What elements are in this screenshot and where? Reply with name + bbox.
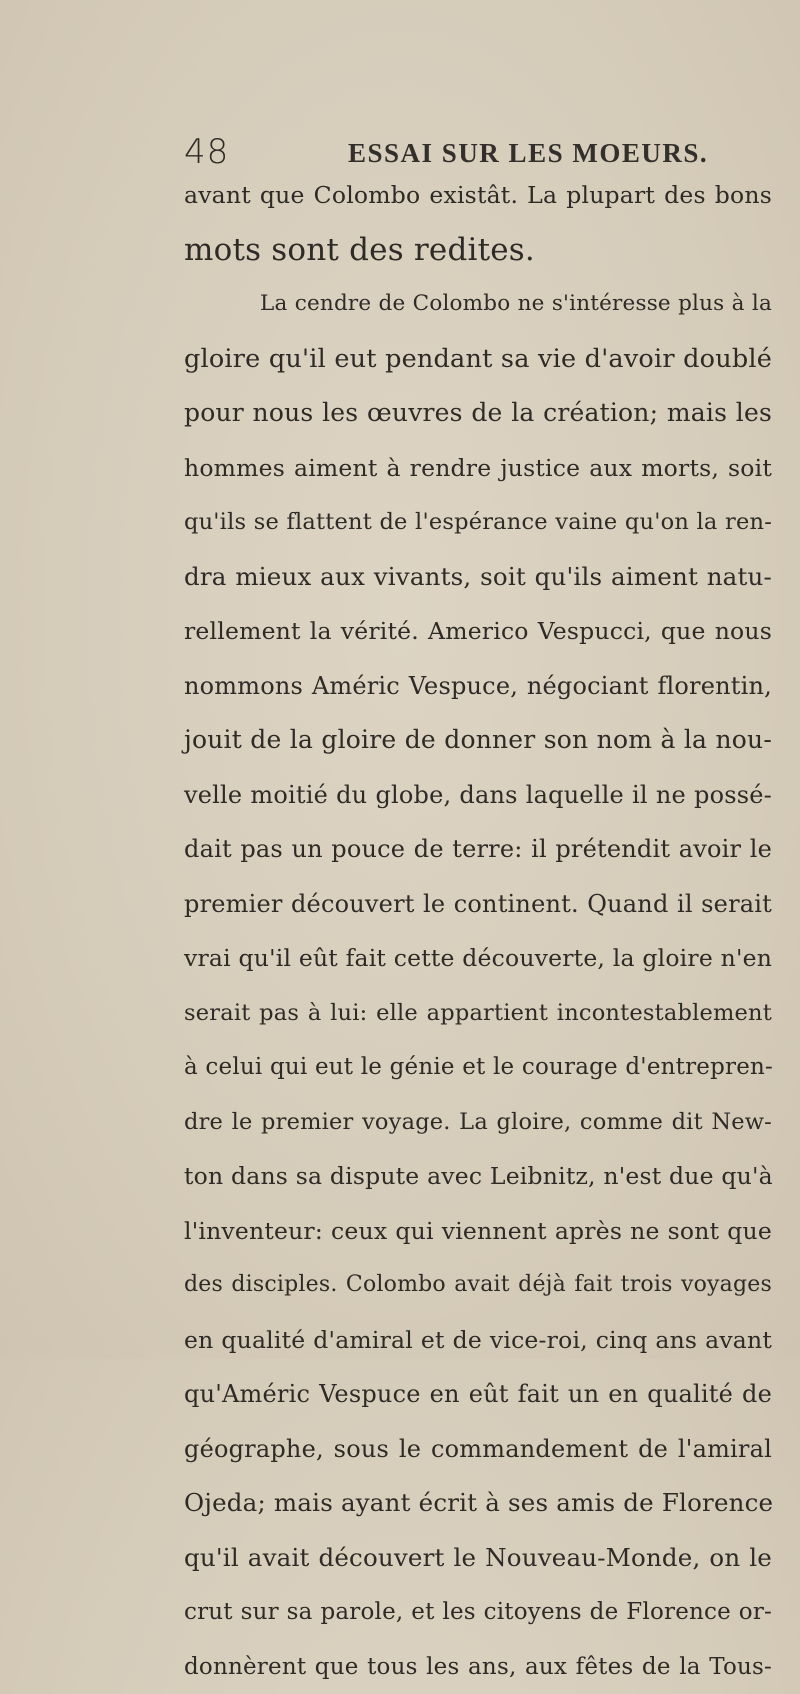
text-line: géographe, sous le commandement de l'amiral <box>184 1422 772 1477</box>
text-line: velle moitié du globe, dans laquelle il ne possé- <box>184 768 772 823</box>
text-line: jouit de la gloire de donner son nom à la nou- <box>184 713 772 768</box>
body-text <box>184 168 772 1694</box>
text-line: dre le premier voyage. La gloire, comme dit New- <box>184 1095 772 1150</box>
text-line: serait pas à lui: elle appartient incontestablement <box>184 986 772 1041</box>
text-line: La cendre de Colombo ne s'intéresse plus à la <box>184 277 772 332</box>
text-line: qu'Améric Vespuce en eût fait un en qualité de <box>184 1367 772 1422</box>
text-line: à celui qui eut le génie et le courage d'entrepren- <box>184 1040 772 1095</box>
text-line: dait pas un pouce de terre: il prétendit avoir le <box>184 822 772 877</box>
text-line: Ojeda; mais ayant écrit à ses amis de Florence <box>184 1476 772 1531</box>
text-line: premier découvert le continent. Quand il serait <box>184 877 772 932</box>
text-line: mots sont des redites. <box>184 223 772 278</box>
running-title: ESSAI SUR LES MOEURS. <box>348 138 708 168</box>
text-line: hommes aiment à rendre justice aux morts, soit <box>184 441 772 496</box>
text-line: crut sur sa parole, et les citoyens de Florence or- <box>184 1585 772 1640</box>
text-line: avant que Colombo existât. La plupart des bons <box>184 168 772 223</box>
running-head <box>178 132 768 172</box>
text-line: donnèrent que tous les ans, aux fêtes de la Tous- <box>184 1640 772 1694</box>
text-line: pour nous les œuvres de la création; mais les <box>184 386 772 441</box>
page-number: 48 <box>184 132 229 172</box>
text-line: en qualité d'amiral et de vice-roi, cinq ans avant <box>184 1313 772 1368</box>
text-line: qu'il avait découvert le Nouveau-Monde, on le <box>184 1531 772 1586</box>
text-line: rellement la vérité. Americo Vespucci, que nous <box>184 604 772 659</box>
text-line: dra mieux aux vivants, soit qu'ils aiment natu- <box>184 550 772 605</box>
text-line: vrai qu'il eût fait cette découverte, la gloire n'en <box>184 931 772 986</box>
text-line: l'inventeur: ceux qui viennent après ne sont que <box>184 1204 772 1259</box>
text-line: nommons Améric Vespuce, négociant florentin, <box>184 659 772 714</box>
text-line: gloire qu'il eut pendant sa vie d'avoir doublé <box>184 332 772 387</box>
text-line: qu'ils se flattent de l'espérance vaine qu'on la ren- <box>184 495 772 550</box>
text-line: ton dans sa dispute avec Leibnitz, n'est due qu'à <box>184 1149 772 1204</box>
text-line: des disciples. Colombo avait déjà fait trois voyages <box>184 1258 772 1313</box>
